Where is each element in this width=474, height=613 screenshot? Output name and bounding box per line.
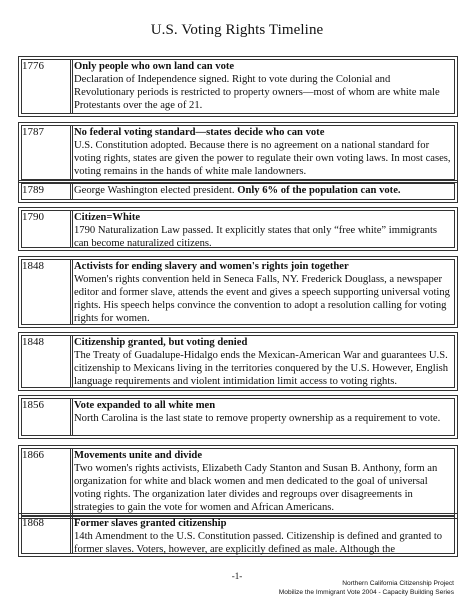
timeline-heading: Vote expanded to all white men (74, 400, 216, 411)
timeline-heading: Citizen=White (74, 212, 141, 223)
timeline-description-text: George Washington elected president. (74, 185, 238, 196)
timeline-year: 1848 (22, 336, 44, 348)
timeline-year: 1789 (22, 184, 44, 196)
timeline-description (74, 184, 453, 197)
timeline-year: 1856 (22, 399, 44, 411)
timeline-year: 1776 (22, 60, 44, 72)
timeline-row (18, 207, 458, 251)
timeline-description: Women's rights convention held in Seneca Falls, NY. Frederick Douglass, a newspaper editor and former slave, attends the event and gives a speech supporting universal voting rights. His speech helps convince the convention to adopt a resolution calling for voting rights for women. (74, 274, 450, 324)
timeline-year: 1868 (22, 517, 44, 529)
timeline-description: U.S. Constitution adopted. Because there is no agreement on a national standard for voting rights, states are given the power to regulate their own voting laws. In most cases, voting remains in the hands of white male landowners. (74, 140, 451, 177)
timeline-year: 1848 (22, 260, 44, 272)
timeline-year: 1790 (22, 211, 44, 223)
timeline-row (18, 122, 458, 183)
timeline-heading: Activists for ending slavery and women's rights join together (74, 261, 349, 272)
timeline-row (18, 256, 458, 328)
timeline-heading: Former slaves granted citizenship (74, 518, 227, 529)
footer-series: Mobilize the Immigrant Vote 2004 - Capacity Building Series (278, 589, 454, 596)
timeline-description: Two women's rights activists, Elizabeth Cady Stanton and Susan B. Anthony, form an organization for white and black women and men dedicated to the goal of universal voting rights. The organization later divides and regroups over disagreements in strategies to gain the vote for women and African Americans. (74, 463, 438, 513)
timeline-description: 14th Amendment to the U.S. Constitution passed. Citizenship is defined and granted to former slaves. Voters, however, are explicitly defined as male. Although the (74, 531, 443, 555)
timeline-row (18, 395, 458, 439)
timeline-row (18, 445, 458, 519)
timeline-description-emphasis: Only 6% of the population can vote. (237, 185, 401, 196)
timeline-heading: No federal voting standard—states decide who can vote (74, 127, 325, 138)
timeline-description: Declaration of Independence signed. Right to vote during the Colonial and Revolutionary periods is restricted to property owners—most of whom are white male Protestants over the age of 21. (74, 74, 440, 111)
timeline-row (18, 180, 458, 203)
footer-credits (279, 579, 454, 597)
timeline-description: North Carolina is the last state to remove property ownership as a requirement to vote. (74, 413, 441, 424)
timeline-year: 1866 (22, 449, 44, 461)
timeline-heading: Only people who own land can vote (74, 61, 235, 72)
timeline-year: 1787 (22, 126, 44, 138)
timeline-heading: Citizenship granted, but voting denied (74, 337, 248, 348)
timeline-description: The Treaty of Guadalupe-Hidalgo ends the Mexican-American War and guarantees U.S. citizenship to Mexicans living in the territories conquered by the U.S. However, English language requirements and violent intimidation limit access to voting rights. (74, 350, 449, 387)
timeline-row (18, 56, 458, 117)
timeline-heading: Movements unite and divide (74, 450, 203, 461)
timeline-description: 1790 Naturalization Law passed. It explicitly states that only “free white” immigrants can become naturalized citizens. (74, 225, 438, 249)
timeline-row (18, 332, 458, 391)
timeline-row (18, 513, 458, 557)
page-number: -1- (231, 571, 243, 581)
footer-org-name: Northern California Citizenship Project (342, 580, 454, 587)
page-title: U.S. Voting Rights Timeline (150, 22, 324, 38)
